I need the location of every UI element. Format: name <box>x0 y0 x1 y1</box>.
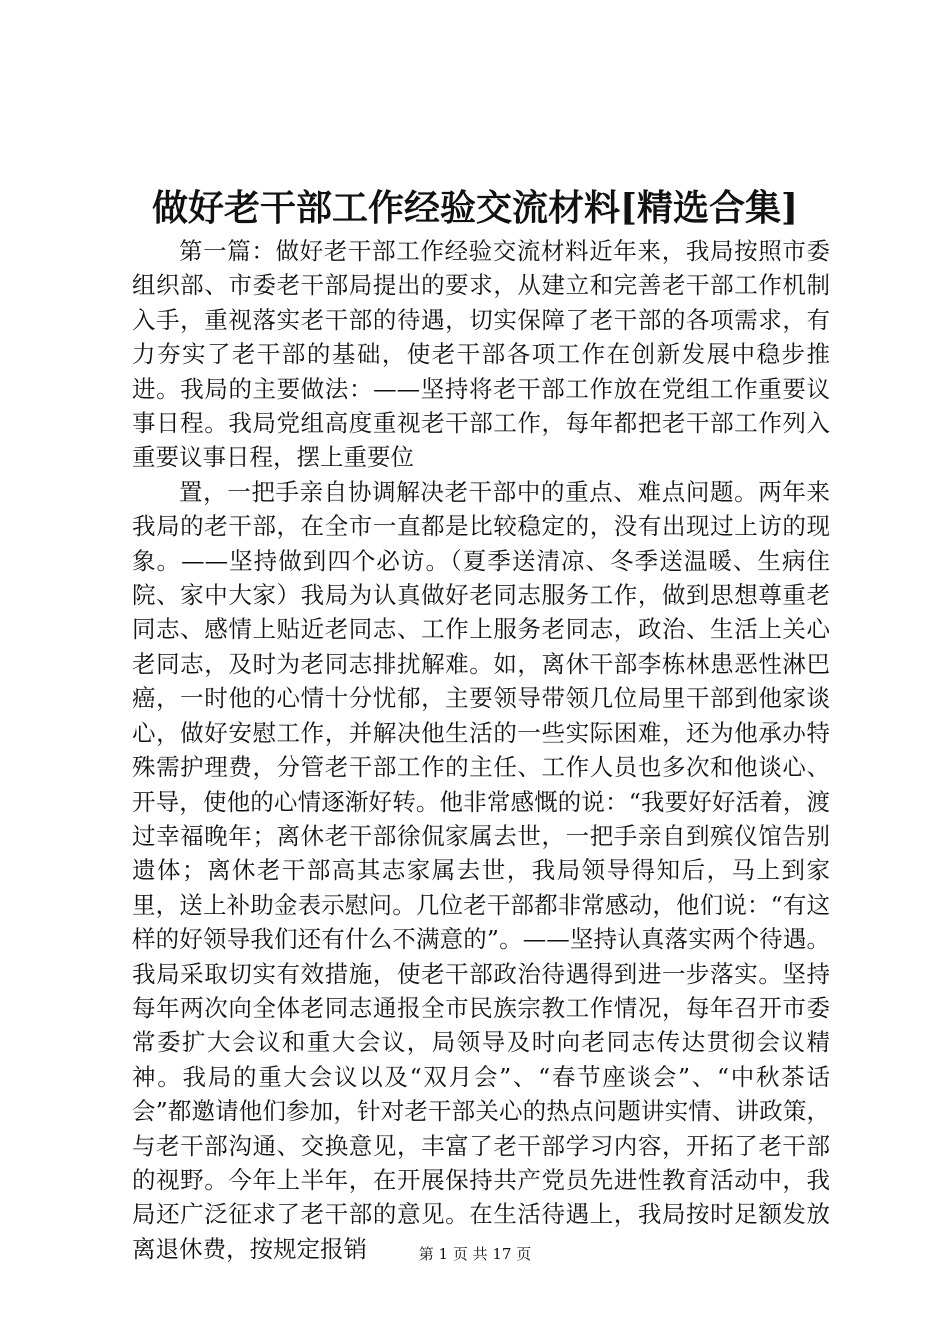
page-number-label: 第 1 页 共 17 页 <box>418 1245 532 1263</box>
document-body <box>132 234 830 1266</box>
page-footer <box>0 1243 950 1265</box>
document-title: 做好老干部工作经验交流材料[精选合集] <box>151 187 799 229</box>
paragraph-1: 第一篇：做好老干部工作经验交流材料近年来，我局按照市委组织部、市委老干部局提出的要求，从建立和完善老干部工作机制入手，重视落实老干部的待遇，切实保障了老干部的各项需求，有力夯实了老干部的基础，使老干部各项工作在创新发展中稳步推进。我局的主要做法：——坚持将老干部工作放在党组工作重要议事日程。我局党组高度重视老干部工作，每年都把老干部工作列入重要议事日程，摆上重要位 <box>132 237 830 472</box>
paragraph-2: 置，一把手亲自协调解决老干部中的重点、难点问题。两年来我局的老干部，在全市一直都是比较稳定的，没有出现过上访的现象。——坚持做到四个必访。（夏季送清凉、冬季送温暖、生病住院、家中大家）我局为认真做好老同志服务工作，做到思想尊重老同志、感情上贴近老同志、工作上服务老同志，政治、生活上关心老同志，及时为老同志排扰解难。如，离休干部李栋林患恶性淋巴癌，一时他的心情十分忧郁，主要领导带领几位局里干部到他家谈心，做好安慰工作，并解决他生活的一些实际困难，还为他承办特殊需护理费，分管老干部工作的主任、工作人员也多次和他谈心、开导，使他的心情逐渐好转。他非常感慨的说：“我要好好活着，渡过幸福晚年；离休老干部徐侃家属去世，一把手亲自到殡仪馆告别遗体；离休老干部高其志家属去世，我局领导得知后，马上到家里，送上补助金表示慰问。几位老干部都非常感动，他们说：“有这样的好领导我们还有什么不满意的”。——坚持认真落实两个待遇。我局采取切实有效措施，使老干部政治待遇得到进一步落实。坚持每年两次向全体老同志通报全市民族宗教工作情况，每年召开市委常委扩大会议和重大会议，局领导及时向老同志传达贯彻会议精神。我局的重大会议以及“双月会”、“春节座谈会”、“中秋茶话会”都邀请他们参加，针对老干部关心的热点问题讲实情、讲政策，与老干部沟通、交换意见，丰富了老干部学习内容，开拓了老干部的视野。今年上半年，在开展保持共产党员先进性教育活动中，我局还广泛征求了老干部的意见。在生活待遇上，我局按时足额发放离退休费，按规定报销 <box>132 477 830 1263</box>
